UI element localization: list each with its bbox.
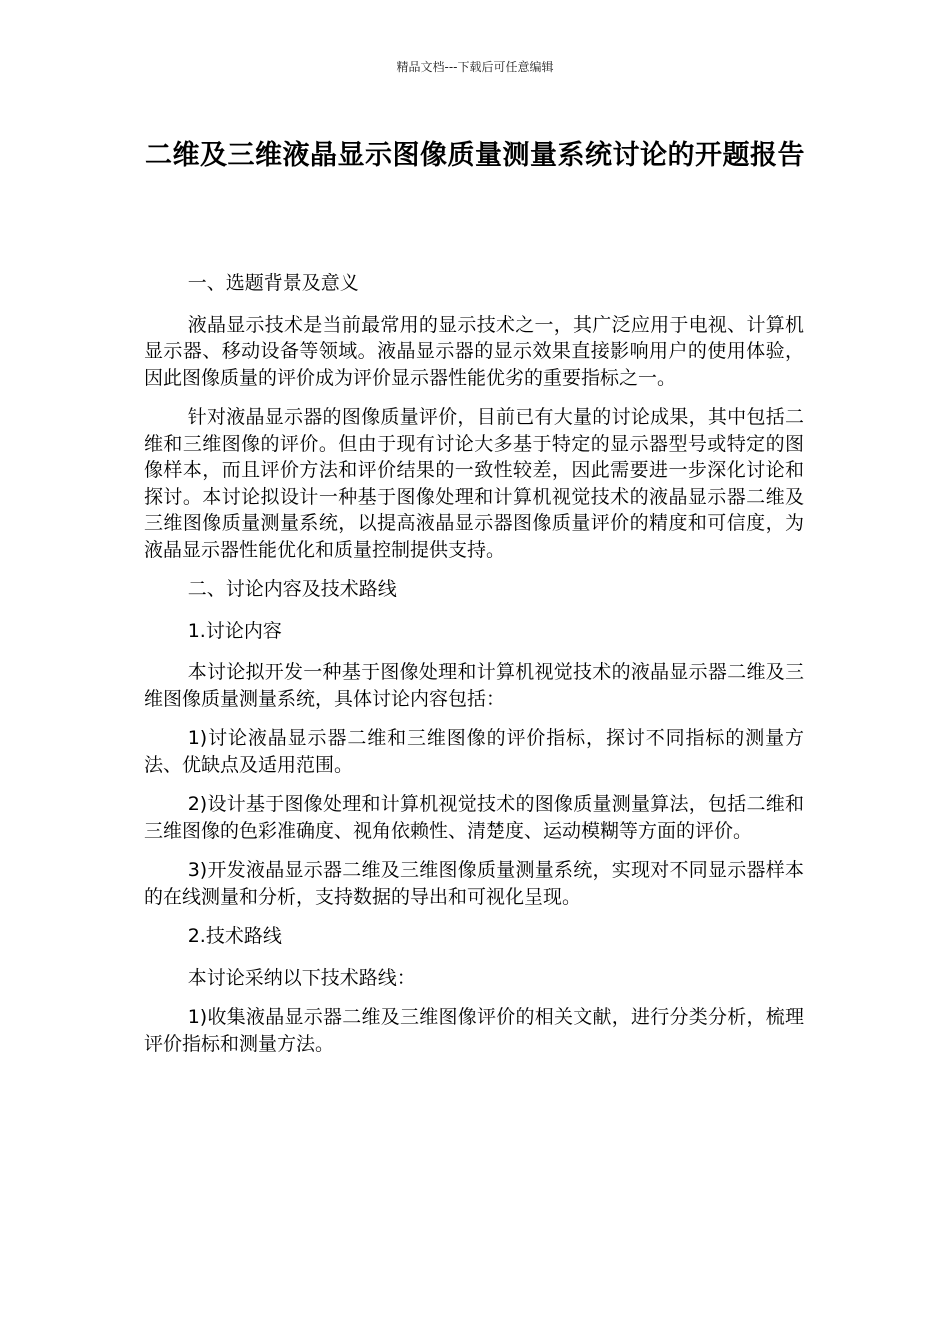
paragraph-background-1: 液晶显示技术是当前最常用的显示技术之一，其广泛应用于电视、计算机显示器、移动设备等领域。液晶显示器的显示效果直接影响用户的使用体验，因此图像质量的评价成为评价显示器性能优劣的重要指标之一。: [144, 313, 804, 389]
paragraph-research-intro: 本讨论拟开发一种基于图像处理和计算机视觉技术的液晶显示器二维及三维图像质量测量系统，具体讨论内容包括：: [144, 661, 804, 710]
page-title: 二维及三维液晶显示图像质量测量系统讨论的开题报告: [145, 140, 805, 171]
list-item-content-3: 3)开发液晶显示器二维及三维图像质量测量系统，实现对不同显示器样本的在线测量和分析，支持数据的导出和可视化呈现。: [144, 859, 804, 908]
list-item-content-1: 1)讨论液晶显示器二维和三维图像的评价指标，探讨不同指标的测量方法、优缺点及适用范围。: [144, 727, 804, 776]
header-note: 精品文档---下载后可任意编辑: [396, 60, 554, 74]
subheading-technical-route: 2.技术路线: [187, 925, 282, 947]
paragraph-route-intro: 本讨论采纳以下技术路线：: [187, 966, 416, 989]
list-item-route-1: 1)收集液晶显示器二维及三维图像评价的相关文献，进行分类分析，梳理评价指标和测量方法。: [144, 1006, 804, 1055]
section-heading-content: 二、讨论内容及技术路线: [187, 578, 397, 600]
subheading-research-content: 1.讨论内容: [187, 619, 282, 642]
section-heading-background: 一、选题背景及意义: [187, 272, 359, 294]
paragraph-background-2: 针对液晶显示器的图像质量评价，目前已有大量的讨论成果，其中包括二维和三维图像的评价。但由于现有讨论大多基于特定的显示器型号或特定的图像样本，而且评价方法和评价结果的一致性较差，因此需要进一步深化讨论和探讨。本讨论拟设计一种基于图像处理和计算机视觉技术的液晶显示器二维及三维图像质量测量系统，以提高液晶显示器图像质量评价的精度和可信度，为液晶显示器性能优化和质量控制提供支持。: [144, 406, 804, 561]
list-item-content-2: 2)设计基于图像处理和计算机视觉技术的图像质量测量算法，包括二维和三维图像的色彩准确度、视角依赖性、清楚度、运动模糊等方面的评价。: [144, 793, 804, 842]
document-body: [144, 270, 804, 1070]
